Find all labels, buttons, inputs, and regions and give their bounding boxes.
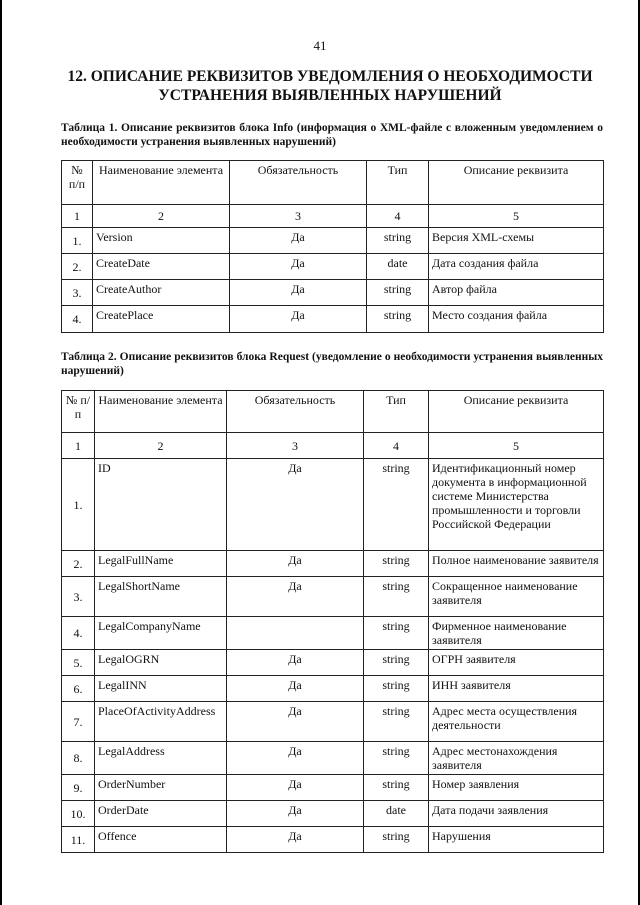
required-cell: Да: [227, 551, 364, 577]
element-name-cell: CreatePlace: [93, 306, 230, 333]
header-element-name: Наименование элемента: [95, 391, 227, 433]
header-number: № п/п: [62, 161, 93, 205]
row-number: 5.: [62, 650, 95, 676]
col-number: 4: [367, 205, 429, 228]
element-name-cell: LegalINN: [95, 676, 227, 702]
section-title: [60, 67, 600, 105]
description-cell: Сокращенное наименование заявителя: [429, 577, 604, 617]
table-row: [62, 577, 604, 617]
page-number: 41: [313, 38, 327, 53]
row-number: 2.: [62, 551, 95, 577]
type-cell: string: [364, 551, 429, 577]
table-row: [62, 827, 604, 853]
col-number: 3: [230, 205, 367, 228]
description-cell: Фирменное наименование заявителя: [429, 617, 604, 650]
row-number: 10.: [62, 801, 95, 827]
column-number-row: [62, 433, 604, 459]
type-cell: date: [367, 254, 429, 280]
required-cell: Да: [227, 702, 364, 742]
required-cell: Да: [227, 742, 364, 775]
table-row: [62, 742, 604, 775]
header-number: № п/п: [62, 391, 95, 433]
table-row: [62, 702, 604, 742]
element-name-cell: OrderNumber: [95, 775, 227, 801]
element-name-cell: Offence: [95, 827, 227, 853]
type-cell: string: [364, 775, 429, 801]
table-row: [62, 280, 604, 306]
col-number: 1: [62, 205, 93, 228]
table-row: [62, 228, 604, 254]
section-title-line-2: УСТРАНЕНИЯ ВЫЯВЛЕННЫХ НАРУШЕНИЙ: [158, 87, 502, 104]
section-title-line-1: 12. ОПИСАНИЕ РЕКВИЗИТОВ УВЕДОМЛЕНИЯ О НЕОБХОДИМОСТИ: [67, 68, 593, 85]
col-number: 2: [95, 433, 227, 459]
row-number: 8.: [62, 742, 95, 775]
element-name-cell: CreateAuthor: [93, 280, 230, 306]
type-cell: string: [367, 280, 429, 306]
row-number: 9.: [62, 775, 95, 801]
description-cell: Версия XML-схемы: [429, 228, 604, 254]
type-cell: string: [364, 742, 429, 775]
required-cell: Да: [227, 676, 364, 702]
type-cell: string: [364, 702, 429, 742]
header-element-name: Наименование элемента: [93, 161, 230, 205]
row-number: 1.: [62, 459, 95, 551]
required-cell: Да: [230, 306, 367, 333]
column-number-row: [62, 205, 604, 228]
row-number: 2.: [62, 254, 93, 280]
table-header-row: [62, 161, 604, 205]
description-cell: Адрес местонахождения заявителя: [429, 742, 604, 775]
type-cell: string: [364, 676, 429, 702]
type-cell: string: [364, 459, 429, 551]
header-required: Обязательность: [227, 391, 364, 433]
table-row: [62, 650, 604, 676]
header-description: Описание реквизита: [429, 161, 604, 205]
row-number: 6.: [62, 676, 95, 702]
row-number: 4.: [62, 306, 93, 333]
description-cell: Место создания файла: [429, 306, 604, 333]
table-header-row: [62, 391, 604, 433]
description-cell: Идентификационный номер документа в информационной системе Министерства промышленности и торговли Российской Федерации: [429, 459, 604, 551]
row-number: 3.: [62, 280, 93, 306]
col-number: 2: [93, 205, 230, 228]
element-name-cell: Version: [93, 228, 230, 254]
element-name-cell: LegalCompanyName: [95, 617, 227, 650]
col-number: 5: [429, 433, 604, 459]
table-row: [62, 617, 604, 650]
page-left-edge: [0, 0, 2, 905]
table-row: [62, 775, 604, 801]
type-cell: string: [364, 577, 429, 617]
row-number: 4.: [62, 617, 95, 650]
type-cell: string: [364, 617, 429, 650]
required-cell: Да: [230, 280, 367, 306]
element-name-cell: LegalShortName: [95, 577, 227, 617]
table-info: [61, 160, 604, 333]
description-cell: ОГРН заявителя: [429, 650, 604, 676]
col-number: 5: [429, 205, 604, 228]
type-cell: string: [367, 228, 429, 254]
row-number: 7.: [62, 702, 95, 742]
required-cell: Да: [227, 577, 364, 617]
table-row: [62, 459, 604, 551]
required-cell: Да: [230, 254, 367, 280]
description-cell: ИНН заявителя: [429, 676, 604, 702]
required-cell: Да: [230, 228, 367, 254]
element-name-cell: ID: [95, 459, 227, 551]
table-row: [62, 676, 604, 702]
description-cell: Номер заявления: [429, 775, 604, 801]
col-number: 3: [227, 433, 364, 459]
element-name-cell: PlaceOfActivityAddress: [95, 702, 227, 742]
description-cell: Адрес места осуществления деятельности: [429, 702, 604, 742]
type-cell: string: [367, 306, 429, 333]
required-cell: Да: [227, 459, 364, 551]
table1-caption: Таблица 1. Описание реквизитов блока Info (информация о XML-файле с вложенным уведомлением о необходимости устранения выявленных нарушений): [61, 122, 603, 148]
table-row: [62, 306, 604, 333]
description-cell: Автор файла: [429, 280, 604, 306]
element-name-cell: CreateDate: [93, 254, 230, 280]
col-number: 1: [62, 433, 95, 459]
element-name-cell: OrderDate: [95, 801, 227, 827]
header-type: Тип: [367, 161, 429, 205]
table-row: [62, 551, 604, 577]
required-cell: Да: [227, 801, 364, 827]
header-required: Обязательность: [230, 161, 367, 205]
element-name-cell: LegalOGRN: [95, 650, 227, 676]
col-number: 4: [364, 433, 429, 459]
required-cell: Да: [227, 650, 364, 676]
required-cell: [227, 617, 364, 650]
required-cell: Да: [227, 827, 364, 853]
row-number: 1.: [62, 228, 93, 254]
row-number: 11.: [62, 827, 95, 853]
table2-caption: Таблица 2. Описание реквизитов блока Request (уведомление о необходимости устранения выявленных нарушений): [61, 351, 603, 377]
required-cell: Да: [227, 775, 364, 801]
header-description: Описание реквизита: [429, 391, 604, 433]
table-row: [62, 254, 604, 280]
type-cell: string: [364, 827, 429, 853]
description-cell: Дата создания файла: [429, 254, 604, 280]
type-cell: string: [364, 650, 429, 676]
row-number: 3.: [62, 577, 95, 617]
table-row: [62, 801, 604, 827]
header-type: Тип: [364, 391, 429, 433]
type-cell: date: [364, 801, 429, 827]
element-name-cell: LegalAddress: [95, 742, 227, 775]
description-cell: Дата подачи заявления: [429, 801, 604, 827]
element-name-cell: LegalFullName: [95, 551, 227, 577]
table-request: [61, 390, 604, 853]
description-cell: Нарушения: [429, 827, 604, 853]
description-cell: Полное наименование заявителя: [429, 551, 604, 577]
